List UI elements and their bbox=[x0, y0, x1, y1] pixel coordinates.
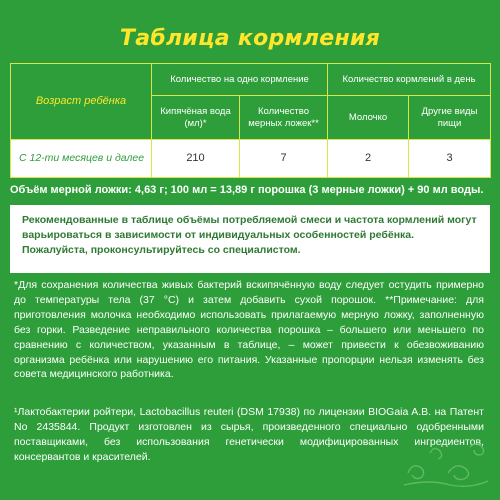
page-title: Таблица кормления bbox=[119, 26, 381, 51]
water-value: 210 bbox=[152, 140, 240, 178]
bacteria-footnote: ¹Лактобактерии ройтери, Lactobacillus reuteri (DSM 17938) по лицензии BIOGaia A.B. на Патент No 2435844. Продукт изготовлен из сырья, произведенного специально одобренными поставщиками, без использования генетически модифицированных ингредиентов, консервантов и красителей. bbox=[14, 406, 484, 463]
feeding-table bbox=[10, 63, 490, 177]
age-value: С 12-ти месяцев и далее bbox=[11, 140, 152, 178]
other-food-header: Другие виды пищи bbox=[409, 96, 491, 140]
milk-value: 2 bbox=[328, 140, 409, 178]
recommendation-notice: Рекомендованные в таблице объёмы потребляемой смеси и частота кормлений могут варьироваться в зависимости от индивидуальных особенностей ребёнка. Пожалуйста, проконсультируйтесь со специалистом. bbox=[10, 205, 490, 273]
spoons-value: 7 bbox=[240, 140, 328, 178]
water-header: Кипячёная вода (мл)* bbox=[152, 96, 240, 140]
doodle-icon bbox=[400, 433, 490, 488]
milk-header: Молочко bbox=[328, 96, 409, 140]
per-day-header: Количество кормлений в день bbox=[328, 64, 491, 96]
other-food-value: 3 bbox=[409, 140, 491, 178]
spoons-header: Количество мерных ложек** bbox=[240, 96, 328, 140]
spoon-volume-line: Объём мерной ложки: 4,63 г; 100 мл = 13,89 г порошка (3 мерные ложки) + 90 мл воды. bbox=[10, 184, 484, 196]
per-feeding-header: Количество на одно кормление bbox=[152, 64, 328, 96]
preparation-footnote: *Для сохранения количества живых бактерий вскипячённую воду следует остудить примерно до температуры тела (37 °C) и затем добавить сухой порошок. **Примечание: для приготовления молочка необходимо использовать прилагаемую мерную ложку, заполненную без горки. Разведение неправильного количества порошка – большего или меньшего по сравнению с количеством, указанным в таблице, – может привести к обезвоживанию организма ребёнка или нарушению его питания. Указанные пропорции нельзя изменять без совета медицинского работника. bbox=[14, 279, 484, 381]
age-header: Возраст ребёнка bbox=[11, 64, 152, 140]
